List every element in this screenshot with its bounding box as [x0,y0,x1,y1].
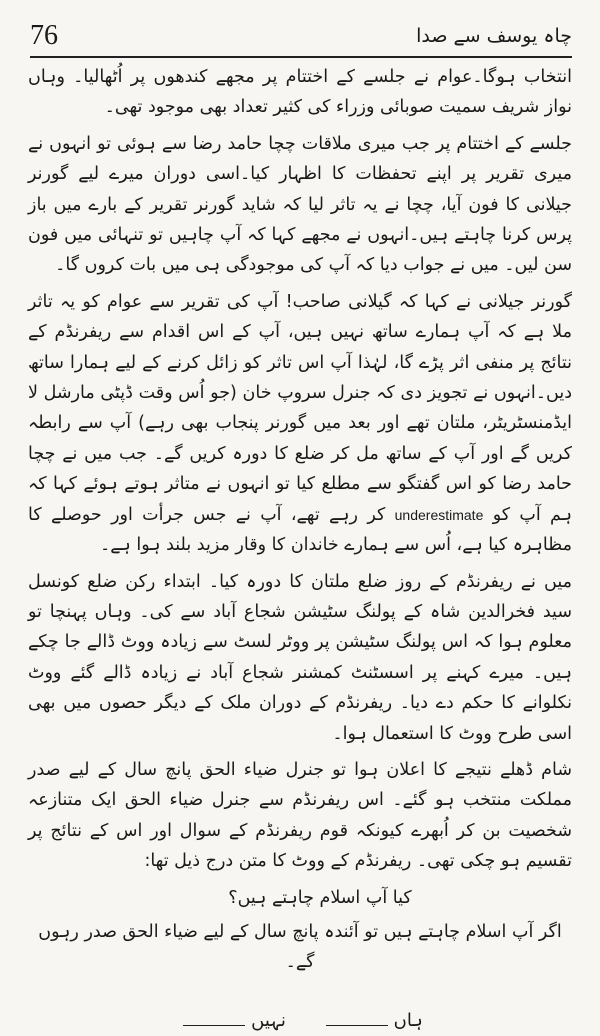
book-title: چاہ یوسف سے صدا [416,25,572,47]
answer-yes [320,1006,423,1036]
paragraph-1: انتخاب ہوگا۔عوام نے جلسے کے اختتام پر مجھے کندھوں پر اُٹھالیا۔ وہاں نواز شریف سمیت صوبائی وزراء کی کثیر تعداد بھی موجود تھی۔ [28,67,572,118]
paragraph-5: شام ڈھلے نتیجے کا اعلان ہوا تو جنرل ضیاء الحق پانچ سال کے لیے صدر مملکت منتخب ہو گئے۔ اس ریفرنڈم سے جنرل ضیاء الحق ایک متنازعہ شخصیت بن کر اُبھرے کیونکہ قوم ریفرنڈم کے سوال اور اس کے نتائج پر تقسیم ہو چکی تھی۔ ریفرنڈم کے ووٹ کا متن درج ذیل تھا: [28,759,572,872]
paragraph-3 [28,287,572,561]
paragraph-4: میں نے ریفرنڈم کے روز ضلع ملتان کا دورہ کیا۔ ابتداء رکن ضلع کونسل سید فخرالدین شاہ کے پولنگ سٹیشن شجاع آباد سے کی۔ وہاں پہنچا تو معلوم ہوا کہ اس پولنگ سٹیشن پر ووٹر لسٹ سے زیادہ ووٹ ڈالے جا چکے ہیں۔ میرے کہنے پر اسسٹنٹ کمشنر شجاع آباد نے زیادہ ڈالے گئے ووٹ نکلوانے کا حکم دے دیا۔ ریفرنڈم کے دوران ملک کے دیگر حصوں میں بھی اسی طرح ووٹ کا استعمال ہوا۔ [28,571,572,744]
referendum-question: کیا آپ اسلام چاہتے ہیں؟ [228,887,412,908]
paragraph-3-text: گورنر جیلانی نے کہا کہ گیلانی صاحب! آپ کی تقریر سے عوام کو یہ تاثر ملا ہے کہ آپ ہمارے ساتھ نہیں ہیں، آپ کے اس اقدام سے ریفرنڈم کے نتائج پر منفی اثر پڑے گا، لہٰذا آپ اس تاثر کو زائل کرنے کے لیے ہمارا ساتھ دیں۔انہوں نے تجویز دی کہ جنرل سروپ خان (جو اُس وقت ڈپٹی مارشل لا ایڈمنسٹریٹر، ملتان تھے اور بعد میں گورنر پنجاب بھی رہے) آپ سے رابطہ کریں گے اور آپ کے ساتھ مل کر ضلع کا دورہ کریں گے۔ جب میں نے چچا حامد رضا کو اس گفتگو سے مطلع کیا تو انہوں نے متاثر ہوتے ہوئے کہا کہ ہم آپ کو [28,291,572,525]
page-header [30,16,572,58]
answer-no-blank [183,1025,245,1026]
paragraph-2: جلسے کے اختتام پر جب میری ملاقات چچا حامد رضا سے ہوئی تو انہوں نے میری تقریر پر اپنے تحفظات کا اظہار کیا۔اسی دوران میرے لیے گورنر جیلانی کا فون آیا، چچا نے یہ تاثر لیا کہ شاید گورنر تقریر کے بارے میں باز پرس کرنا چاہتے ہیں۔انہوں نے مجھے کہا کہ آپ چاہیں تو تنہائی میں فون سن لیں۔ میں نے جواب دیا کہ آپ کی موجودگی ہی میں بات کروں گا۔ [28,133,572,276]
answer-no [177,1006,286,1036]
referendum-text: اگر آپ اسلام چاہتے ہیں تو آئندہ پانچ سال کے لیے ضیاء الحق صدر رہوں گے۔ [38,921,562,973]
answer-options [28,1006,572,1036]
answer-yes-label: ہاں [393,1009,423,1031]
paragraph-3-continuation: کر رہے تھے، آپ نے جس جرأت اور حوصلے کا مظاہرہ کیا ہے، اُس سے ہمارے خاندان کا وقار مزید بلند ہوا ہے۔ [28,504,572,556]
underestimate-word: underestimate [394,506,484,523]
answer-no-label: نہیں [251,1009,286,1031]
body-text [28,62,572,1036]
answer-yes-blank [326,1025,388,1026]
page-number: 76 [30,20,58,51]
